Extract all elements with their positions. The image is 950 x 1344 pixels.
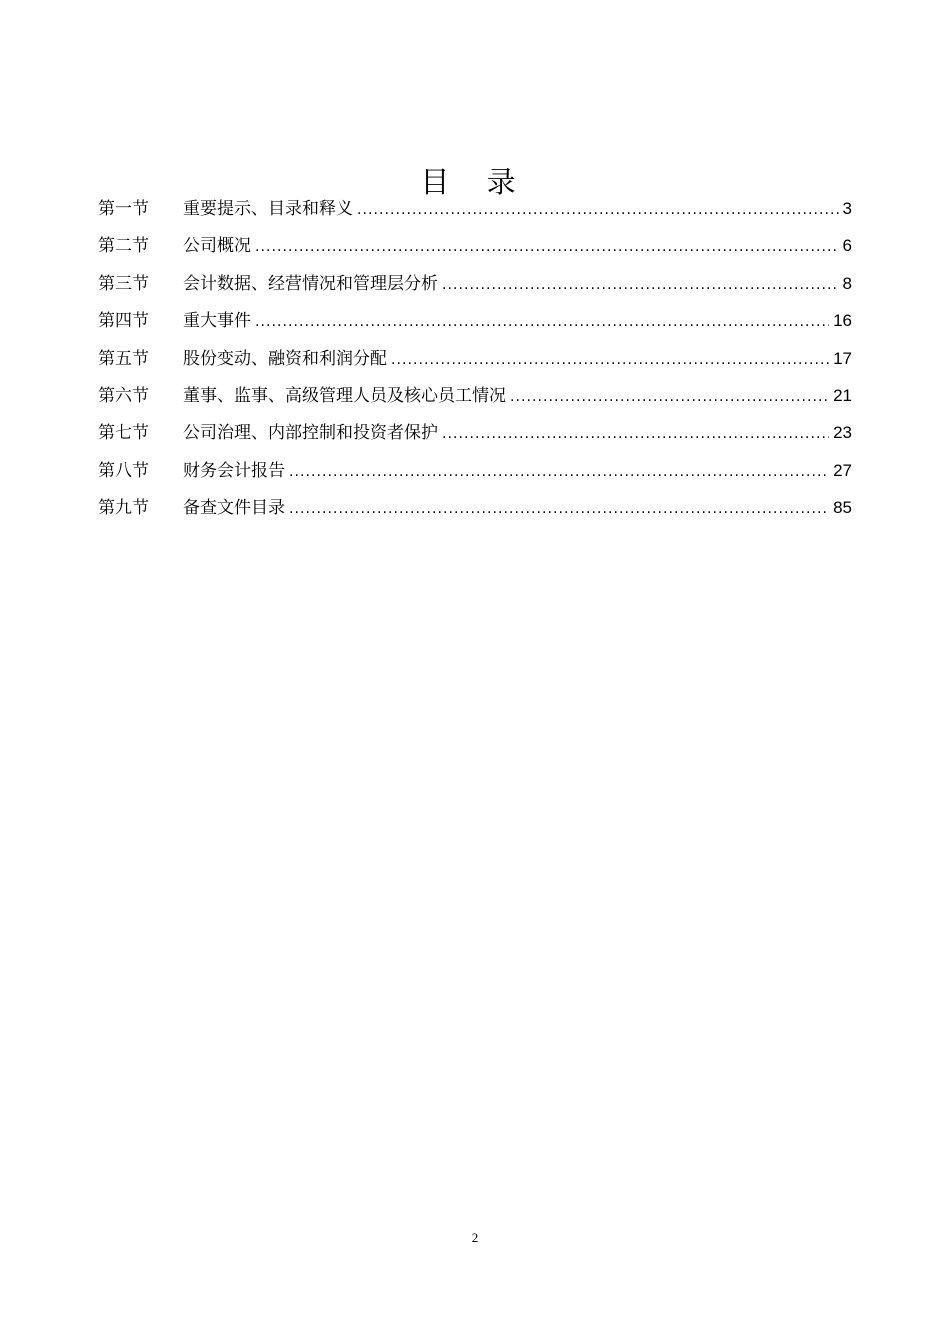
toc-entry[interactable]	[98, 414, 852, 451]
toc-entry-title: 股份变动、融资和利润分配	[183, 348, 387, 369]
toc-dot-leader	[289, 454, 829, 491]
toc-dot-leader	[442, 416, 829, 453]
toc-entry-title: 备查文件目录	[183, 498, 285, 519]
toc-section-number: 第六节	[98, 385, 149, 406]
toc-section-number: 第二节	[98, 236, 149, 257]
toc-dot-leader	[357, 192, 839, 229]
toc-entry[interactable]	[98, 265, 852, 302]
toc-section-number: 第一节	[98, 199, 149, 219]
toc-entry-title: 重大事件	[183, 311, 251, 332]
toc-entry-title: 财务会计报告	[183, 460, 285, 481]
page-number: 2	[471, 1230, 479, 1245]
toc-dot-leader	[255, 229, 839, 266]
toc-entry-title: 重要提示、目录和释义	[183, 199, 353, 219]
toc-entry[interactable]	[98, 340, 852, 377]
toc-page-number: 27	[833, 460, 852, 480]
toc-entry-title: 公司概况	[183, 236, 251, 257]
toc-section-number: 第八节	[98, 460, 149, 481]
toc-section-number: 第四节	[98, 311, 149, 332]
toc-entry-title: 公司治理、内部控制和投资者保护	[183, 423, 438, 444]
toc-page-number: 16	[833, 311, 852, 331]
toc-page-number: 6	[842, 236, 852, 256]
toc-entry-title: 董事、监事、高级管理人员及核心员工情况	[183, 385, 506, 406]
toc-entry[interactable]	[98, 190, 852, 227]
toc-entry[interactable]	[98, 227, 852, 264]
table-of-contents	[98, 190, 852, 527]
toc-section-number: 第九节	[98, 498, 149, 519]
toc-entry[interactable]	[98, 452, 852, 489]
toc-section-number: 第七节	[98, 423, 149, 444]
toc-dot-leader	[255, 304, 829, 341]
toc-dot-leader	[289, 491, 829, 528]
toc-page-number: 23	[833, 423, 852, 443]
toc-section-number: 第五节	[98, 348, 149, 369]
toc-entry[interactable]	[98, 489, 852, 526]
toc-entry[interactable]	[98, 302, 852, 339]
toc-entry[interactable]	[98, 377, 852, 414]
toc-dot-leader	[510, 379, 829, 416]
toc-dot-leader	[391, 342, 829, 379]
toc-page-number: 17	[833, 348, 852, 368]
toc-page-number: 21	[833, 385, 852, 405]
toc-section-number: 第三节	[98, 273, 149, 294]
toc-title: 目 录	[420, 165, 530, 200]
toc-page-number: 3	[842, 199, 852, 218]
toc-page-number: 8	[842, 273, 852, 293]
toc-dot-leader	[442, 267, 839, 304]
toc-entry-title: 会计数据、经营情况和管理层分析	[183, 273, 438, 294]
toc-page-number: 85	[833, 498, 852, 518]
